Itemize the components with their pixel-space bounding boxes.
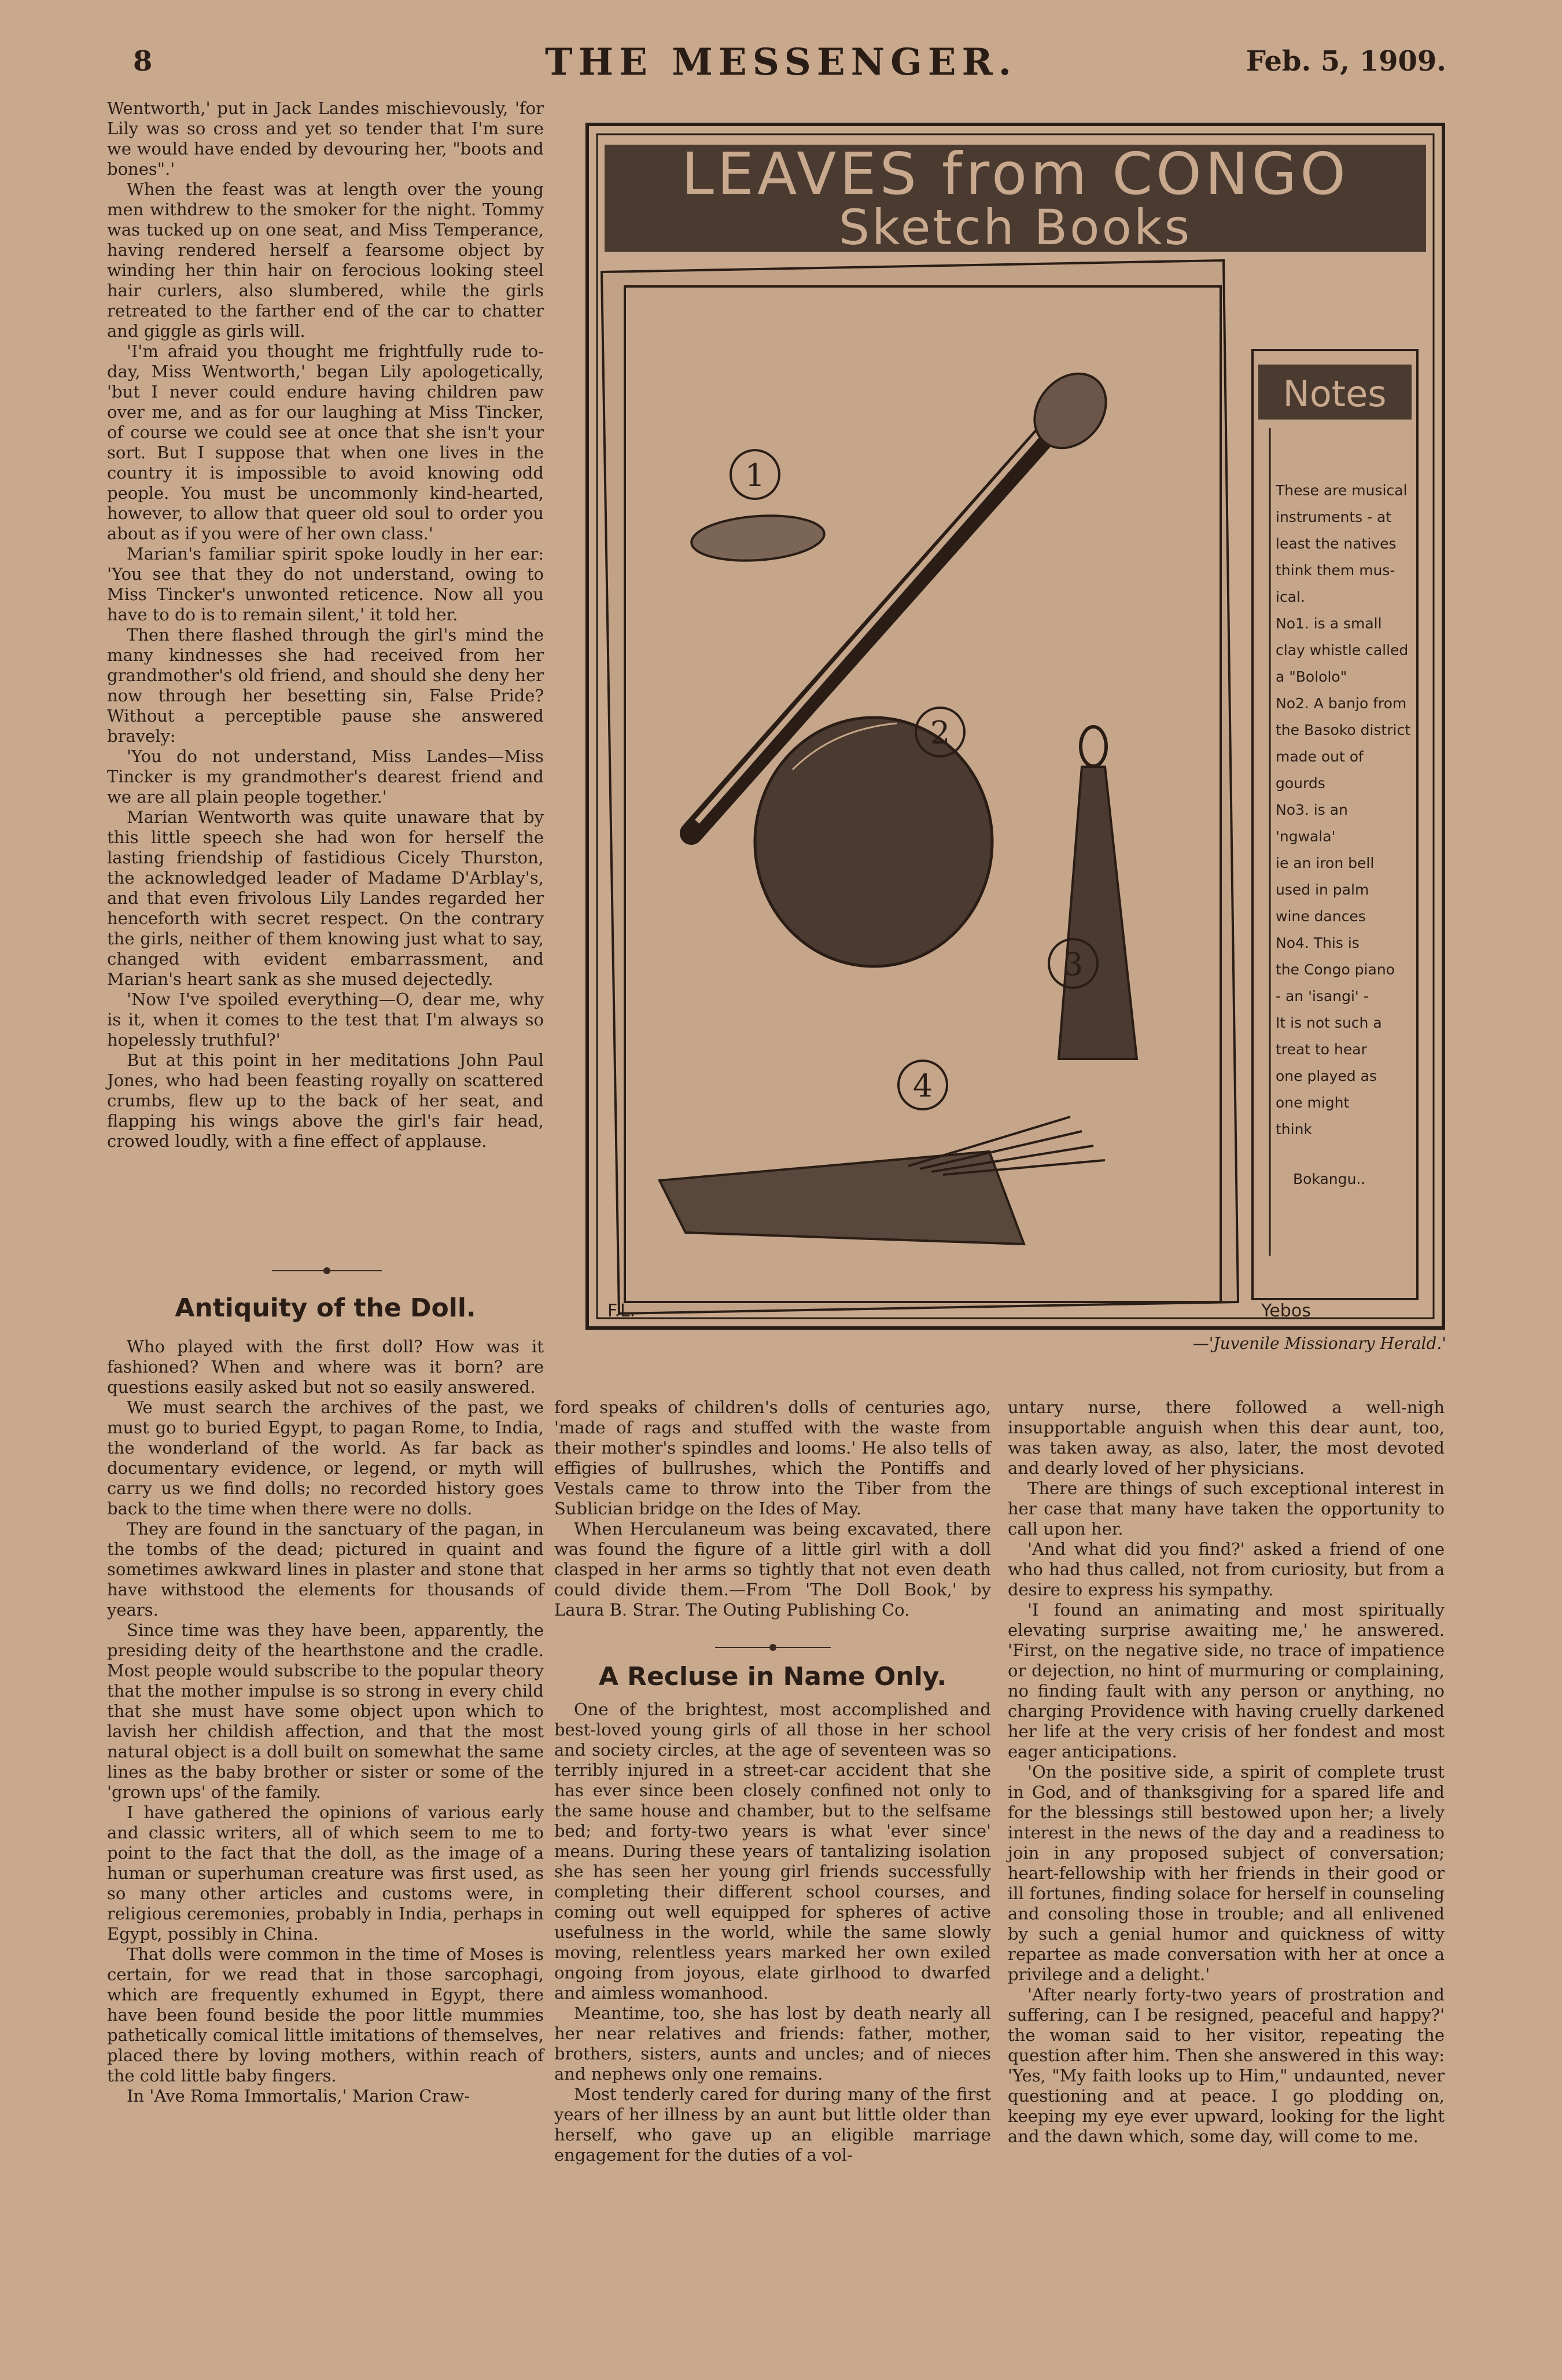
recluse-paragraph: 'After nearly forty-two years of prostration and suffering, can I be resigned, peaceful and happy?' the woman said to her visitor, repeating the question after him. Then she answered in this way: 'Yes, "My faith looks up to Him," undaunted, never questioning and at peace. I go plodding on, keeping my eye ever upward, looking for the light and the dawn which, some day, will come to me. xyxy=(1008,1985,1445,2146)
notes-line: used in palm xyxy=(1276,881,1369,898)
notes-signature: Bokangu.. xyxy=(1293,1171,1366,1187)
recluse-paragraph: There are things of such exceptional interest in her case that many have taken the opportunity to call upon her. xyxy=(1008,1478,1445,1539)
label-4: 4 xyxy=(912,1068,933,1104)
notes-line: least the natives xyxy=(1276,535,1397,552)
newspaper-title: THE MESSENGER. xyxy=(545,41,1017,84)
masthead xyxy=(116,41,1446,87)
notes-line: clay whistle called xyxy=(1276,642,1409,659)
recluse-paragraph: 'On the positive side, a spirit of complete trust in God, and of thanksgiving for a spared life and for the blessings still bestowed upon her; a lively interest in the news of the day and a readiness to join in any proposed subject of conversation; heart-fellowship with her friends in their good or ill fortunes, finding solace for herself in counseling and consoling those in trouble; and all enlivened by such a genial humor and quickness of witty repartee as made conversation with her at once a privilege and a delight.' xyxy=(1008,1762,1445,1984)
recluse-paragraph: Meantime, too, she has lost by death nearly all her near relatives and friends: father, mother, brothers, sisters, aunts and uncles; and of nieces and nephews only one remains. xyxy=(554,2003,991,2084)
notes-line: the Congo piano xyxy=(1276,961,1395,978)
recluse-paragraph: 'I found an animating and most spiritually elevating surprise awaiting me,' he answered. 'First, on the negative side, no trace of impatience or dejection, no hint of murmuring or complaining, no finding fault with any person or anything, no charging Providence with having cruelly darkened her life at the very crisis of her fondest and most eager anticipations. xyxy=(1008,1600,1445,1761)
congo-sketch-illustration xyxy=(584,122,1446,1353)
banjo-gourd-drawing xyxy=(755,718,992,966)
illustration-caption: —'Juvenile Missionary Herald.' xyxy=(1192,1334,1446,1353)
doll-article-column xyxy=(107,1337,544,2239)
artist-place: Yebos xyxy=(1261,1301,1311,1321)
recluse-paragraph: untary nurse, there followed a well-nigh insupportable anguish when this dear aunt, too, was taken away, as also, later, the most devoted and dearly loved of her physicians. xyxy=(1008,1397,1445,1478)
story-paragraph: Wentworth,' put in Jack Landes mischievously, 'for Lily was so cross and yet so tender that I'm sure we would have ended by devouring her, "boots and bones".' xyxy=(107,98,544,179)
notes-line: ie an iron bell xyxy=(1276,855,1375,871)
story-paragraph: Then there flashed through the girl's mind the many kindnesses she had received from her grandmother's old friend, and should she deny her now through her besetting sin, False Pride? Without a perceptible pause she answered bravely: xyxy=(107,625,544,746)
label-1: 1 xyxy=(745,457,765,494)
issue-date: Feb. 5, 1909. xyxy=(1246,45,1446,78)
recluse-paragraph: Most tenderly cared for during many of the first years of her illness by an aunt but little older than herself, who gave up an eligible marriage engagement for the duties of a vol- xyxy=(554,2084,991,2165)
doll-paragraph: In 'Ave Roma Immortalis,' Marion Craw- xyxy=(127,2086,470,2106)
notes-line: No4. This is xyxy=(1276,935,1360,951)
notes-line: These are musical xyxy=(1276,482,1408,499)
notes-line: think xyxy=(1276,1121,1312,1138)
story-paragraph: 'Now I've spoiled everything—O, dear me, why is it, when it comes to the test that I'm always so hopelessly truthful?' xyxy=(107,989,544,1050)
notes-title: Notes xyxy=(1283,373,1387,415)
notes-line: think them mus- xyxy=(1276,562,1395,579)
label-2: 2 xyxy=(930,715,951,751)
doll-article-heading: Antiquity of the Doll. xyxy=(175,1293,476,1323)
doll-paragraph: I have gathered the opinions of various early and classic writers, all of which seem to me to point to the fact that the doll, as the image of a human or superhuman creature was first used, as so many other articles and customs were, in religious ceremonies, probably in India, perhaps in Egypt, possibly in China. xyxy=(107,1803,544,1944)
story-paragraph: But at this point in her meditations John Paul Jones, who had been feasting royally on scattered crumbs, flew up to the back of her seat, and flapping his wings above the girl's fair head, crowed loudly, with a fine effect of applause. xyxy=(107,1050,544,1151)
notes-text xyxy=(1276,477,1412,1193)
middle-column xyxy=(554,1397,991,2239)
notes-line: instruments - at xyxy=(1276,509,1392,525)
doll-paragraph: Who played with the first doll? How was it fashioned? When and where was it born? are questions easily asked but not so easily answered. xyxy=(107,1337,544,1397)
spacer xyxy=(554,1620,991,1643)
notes-line: No1. is a small xyxy=(1276,615,1382,632)
notes-line: a "Bololo" xyxy=(1276,668,1347,685)
story-paragraph: Marian's familiar spirit spoke loudly in her ear: 'You see that they do not understand, owing to Miss Tincker's unwonted reticence. Now all you have to do is to remain silent,' it told her. xyxy=(107,544,544,624)
story-paragraph: When the feast was at length over the young men withdrew to the smoker for the night. Tommy was tucked up on one seat, and Miss Temperance, having rendered herself a fearsome object by winding her thin hair on ferocious looking steel hair curlers, also slumbered, while the girls retreated to the farther end of the car to chatter and giggle as girls will. xyxy=(107,179,544,341)
section-rule xyxy=(715,1643,831,1651)
story-continued-column xyxy=(107,98,544,1261)
recluse-article-heading: A Recluse in Name Only. xyxy=(598,1662,947,1691)
label-3: 3 xyxy=(1063,946,1084,983)
story-paragraph: 'You do not understand, Miss Landes—Miss Tincker is my grandmother's dearest friend and we are all plain people together.' xyxy=(107,746,544,807)
notes-line: ical. xyxy=(1276,588,1305,605)
doll-paragraph: They are found in the sanctuary of the pagan, in the tombs of the dead; pictured in quaint and sometimes awkward lines in plaster and stone that have withstood the elements for thousands of years. xyxy=(107,1519,544,1620)
sketch-title-line1: LEAVES from CONGO xyxy=(681,140,1349,208)
sketch-title-line2: Sketch Books xyxy=(838,199,1192,256)
artist-initials: F.L. xyxy=(607,1301,636,1321)
doll-paragraph: ford speaks of children's dolls of centuries ago, 'made of rags and stuffed with the waste from their mother's spindles and looms.' He also tells of effigies of bullrushes, which the Pontiffs and Vestals came to throw into the Tiber from the Sublician bridge on the Ides of May. xyxy=(554,1397,991,1518)
doll-paragraph: When Herculaneum was being excavated, there was found the figure of a little girl with a doll clasped in her arms so tightly that not even death could divide them.—From 'The Doll Book,' by Laura B. Strar. The Outing Publishing Co. xyxy=(554,1519,991,1620)
notes-line: treat to hear xyxy=(1276,1041,1367,1058)
notes-line: the Basoko district xyxy=(1276,722,1411,738)
notes-line: one might xyxy=(1276,1094,1350,1111)
story-paragraph: 'I'm afraid you thought me frightfully rude to-day, Miss Wentworth,' began Lily apologetically, 'but I never could endure having children paw over me, and as for our laughing at Miss Tincker, of course we could see at once that she isn't your sort. But I suppose that when one lives in the country it is impossible to avoid knowing odd people. You must be uncommonly kind-hearted, however, to allow that queer old soul to order you about as if you were of her own class.' xyxy=(107,341,544,543)
notes-line: wine dances xyxy=(1276,908,1366,925)
doll-paragraph: Since time was they have been, apparently, the presiding deity of the hearthstone and the cradle. Most people would subscribe to the popular theory that the mother impulse is so strong in every child that she must have some object upon which to lavish her childish affection, and that the most natural object is a doll built on somewhat the same lines as the baby brother or sister or some of the 'grown ups' of the family. xyxy=(107,1620,544,1802)
notes-line: made out of gourds xyxy=(1276,748,1364,792)
doll-paragraph: We must search the archives of the past, we must go to buried Egypt, to pagan Rome, to India, the wonderland of the world. As far back as documentary evidence, or legend, or myth will carry us we find dolls; no recorded history goes back to the time when there were no dolls. xyxy=(107,1397,544,1518)
notes-line: No2. A banjo from xyxy=(1276,695,1407,712)
section-rule-ornament xyxy=(323,1267,330,1274)
right-column xyxy=(1008,1397,1445,2239)
notes-line: It is not such a xyxy=(1276,1014,1382,1031)
notes-line: No3. is an 'ngwala' xyxy=(1276,801,1348,845)
page-number: 8 xyxy=(133,45,153,78)
notes-line: - an 'isangi' - xyxy=(1276,988,1369,1005)
doll-paragraph: That dolls were common in the time of Moses is certain, for we read that in those sarcophagi, which are frequently exhumed in Egypt, there have been found beside the poor little mummies pathetically comical little imitations of themselves, placed there by loving mothers, within reach of the cold little baby fingers. xyxy=(107,1944,544,2085)
notes-line: one played as xyxy=(1276,1068,1377,1084)
story-paragraph: Marian Wentworth was quite unaware that by this little speech she had won for herself the lasting friendship of fastidious Cicely Thurston, the acknowledged leader of Madame D'Arblay's, and that even frivolous Lily Landes regarded her henceforth with secret respect. On the contrary the girls, neither of them knowing just what to say, changed with evident embarrassment, and Marian's heart sank as she mused dejectedly. xyxy=(107,807,544,989)
recluse-paragraph: One of the brightest, most accomplished and best-loved young girls of all those in her school and society circles, at the age of seventeen was so terribly injured in a street-car accident that she has ever since been closely confined not only to the same house and chamber, but to the selfsame bed; and forty-two years is what 'ever since' means. During these years of tantalizing isolation she has seen her young girl friends successfully completing their different school courses, and coming out well equipped for spheres of active usefulness in the world, while the same slowly moving, relentless years marked her own exiled ongoing from joyous, elate girlhood to dwarfed and aimless womanhood. xyxy=(554,1700,991,2003)
recluse-paragraph: 'And what did you find?' asked a friend of one who had thus called, not from curiosity, but from a desire to express his sympathy. xyxy=(1008,1539,1445,1599)
